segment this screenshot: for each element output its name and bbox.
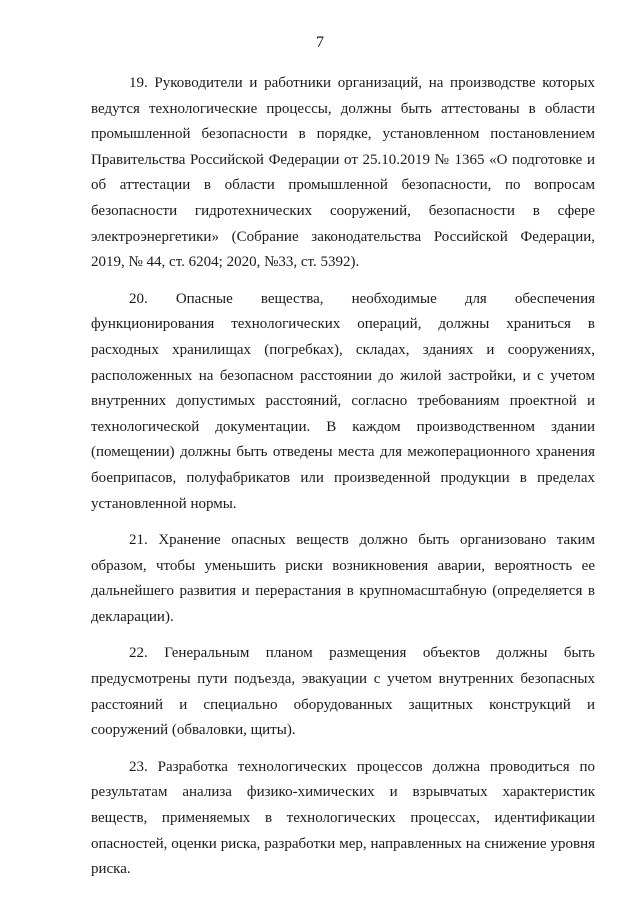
- paragraph-22: 22. Генеральным планом размещения объектов должны быть предусмотрены пути подъезда, эвакуации с учетом внутренних безопасных расстояний и специально оборудованных защитных конструкций и сооружений (обваловки, щиты).: [91, 645, 595, 739]
- paragraph-21: 21. Хранение опасных веществ должно быть организовано таким образом, чтобы уменьшить риски возникновения аварии, вероятность ее дальнейшего развития и перерастания в крупномасштабную (определяется в декларации).: [91, 532, 595, 625]
- paragraph-20: 20. Опасные вещества, необходимые для обеспечения функционирования технологических операций, должны храниться в расходных хранилищах (погребках), складах, зданиях и сооружениях, расположенных на безопасном расстоянии до жилой застройки, и с учетом внутренних допустимых расстояний, согласно требованиям проектной и технологической документации. В каждом производственном здании (помещении) должны быть отведены места для межоперационного хранения боеприпасов, полуфабрикатов или произведенной продукции в пределах установленной нормы.: [91, 290, 595, 512]
- page-number: 7: [316, 34, 324, 51]
- paragraph-23: 23. Разработка технологических процессов должна проводиться по результатам анализа физико-химических и взрывчатых характеристик веществ, применяемых в технологических процессах, идентификации опасностей, оценки риска, разработки мер, направленных на снижение уровня риска.: [91, 758, 595, 878]
- document-body: [91, 71, 595, 894]
- paragraph-19: 19. Руководители и работники организаций, на производстве которых ведутся технологические процессы, должны быть аттестованы в области промышленной безопасности в порядке, установленном постановлением Правительства Российской Федерации от 25.10.2019 № 1365 «О подготовке и об аттестации в области промышленной безопасности, по вопросам безопасности гидротехнических сооружений, безопасности в сфере электроэнергетики» (Собрание законодательства Российской Федерации, 2019, № 44, ст. 6204; 2020, №33, ст. 5392).: [91, 75, 595, 271]
